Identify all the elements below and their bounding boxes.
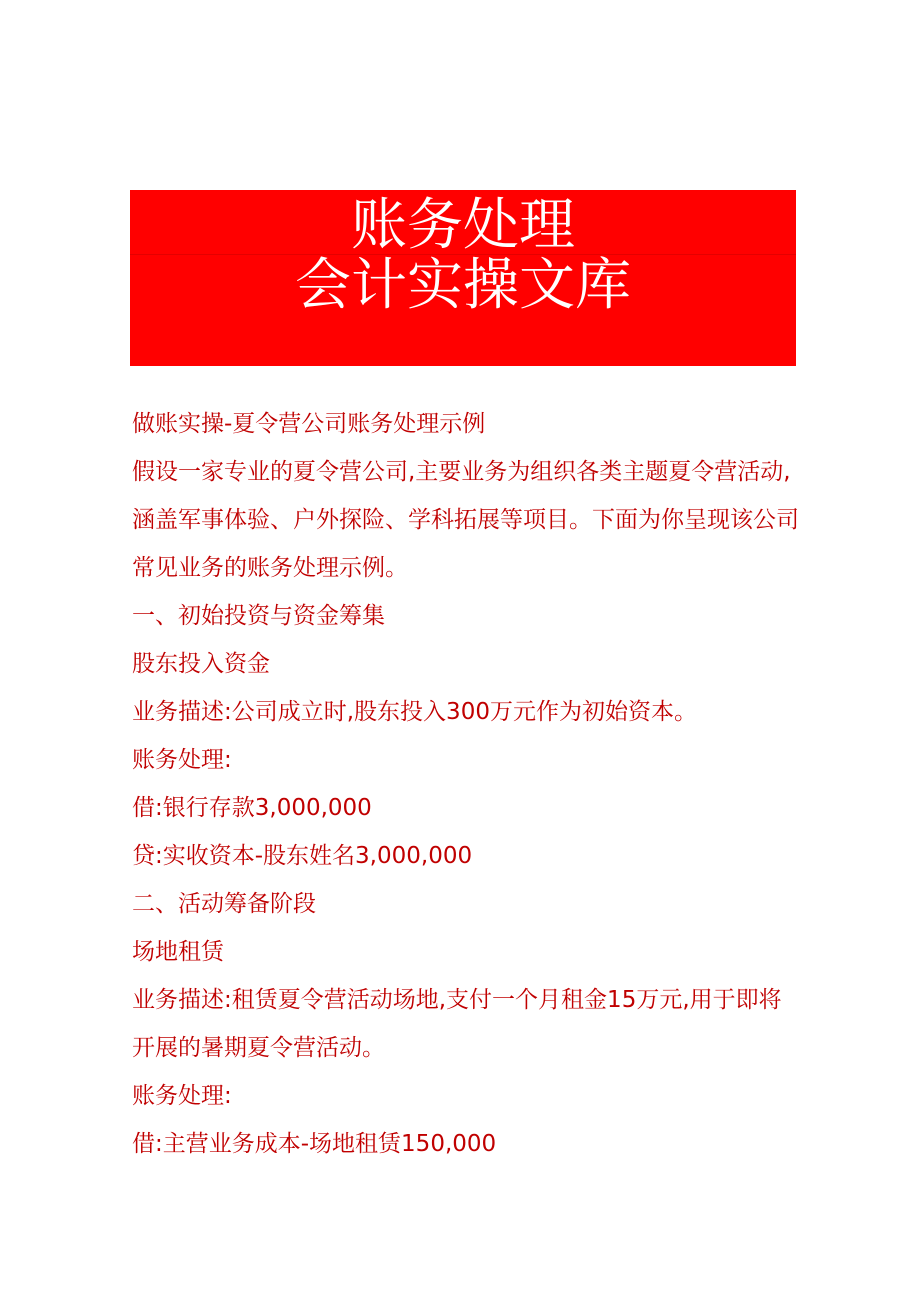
- paragraph-line: 涵盖军事体验、户外探险、学科拓展等项目。下面为你呈现该公司: [132, 507, 799, 533]
- banner-title-line2: 会计实操文库: [295, 253, 631, 318]
- accounting-label: 账务处理:: [132, 1083, 232, 1109]
- paragraph-line: 假设一家专业的夏令营公司,主要业务为组织各类主题夏令营活动,: [132, 459, 791, 485]
- business-description: 业务描述:公司成立时,股东投入300万元作为初始资本。: [132, 699, 697, 725]
- business-description-cont: 开展的暑期夏令营活动。: [132, 1035, 385, 1061]
- section-heading: 二、活动筹备阶段: [132, 891, 316, 917]
- subsection-heading: 场地租赁: [132, 939, 224, 965]
- business-description: 业务描述:租赁夏令营活动场地,支付一个月租金15万元,用于即将: [132, 987, 782, 1013]
- accounting-label: 账务处理:: [132, 747, 232, 773]
- credit-entry: 贷:实收资本-股东姓名3,000,000: [132, 843, 473, 869]
- paragraph-line: 常见业务的账务处理示例。: [132, 555, 408, 581]
- subsection-heading: 股东投入资金: [132, 651, 270, 677]
- debit-entry: 借:银行存款3,000,000: [132, 795, 372, 821]
- section-heading: 一、初始投资与资金筹集: [132, 603, 385, 629]
- debit-entry: 借:主营业务成本-场地租赁150,000: [132, 1131, 497, 1157]
- banner-title-line1: 账务处理: [351, 193, 575, 258]
- doc-heading: 做账实操-夏令营公司账务处理示例: [132, 411, 486, 437]
